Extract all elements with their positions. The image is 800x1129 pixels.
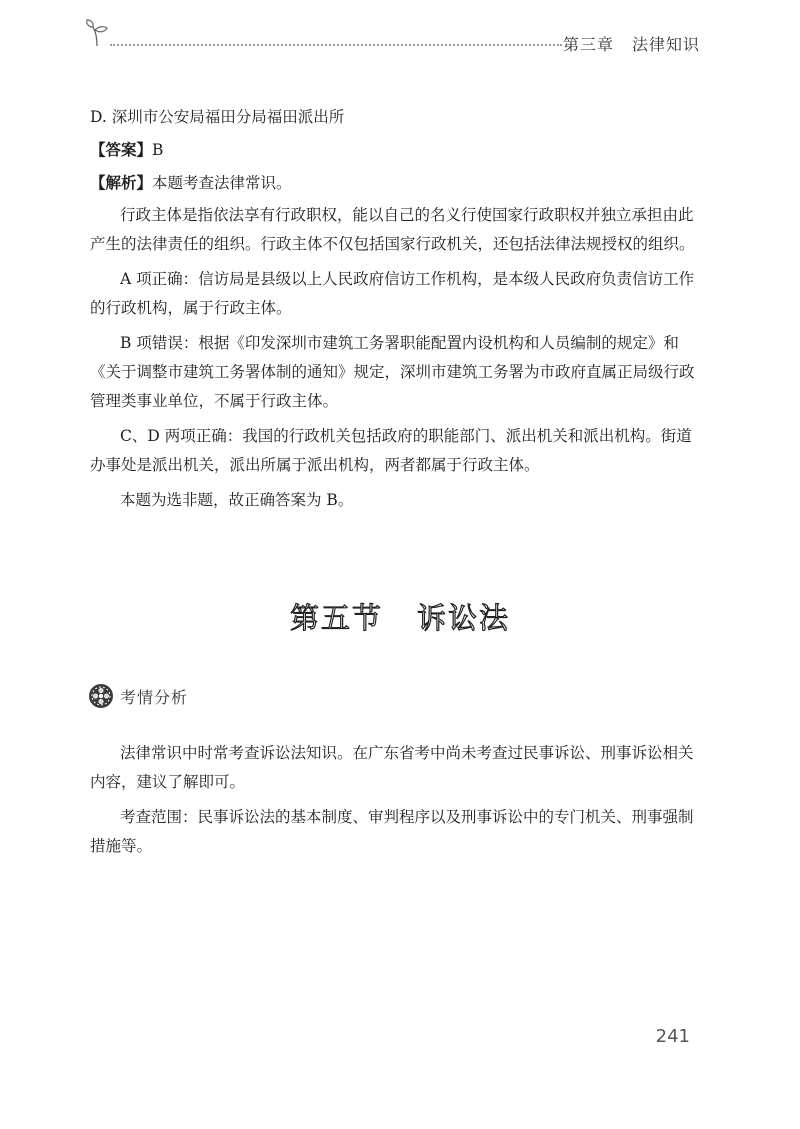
paragraph: 法律常识中时常考查诉讼法知识。在广东省考中尚未考查过民事诉讼、刑事诉讼相关内容，建议了解即可。	[90, 744, 694, 791]
header-rule	[110, 44, 562, 46]
header-chapter: 第三章	[562, 35, 614, 54]
analysis-intro: 本题考查法律常识。	[152, 174, 292, 192]
sprout-icon	[84, 18, 110, 48]
section-title	[0, 596, 800, 637]
page-number: 241	[655, 1026, 690, 1047]
analysis-block	[90, 739, 700, 861]
analysis-subheading	[88, 682, 188, 710]
running-header	[84, 18, 700, 62]
analysis-heading: 考情分析	[120, 687, 189, 707]
answer-line	[90, 135, 700, 165]
section-number: 第五节	[289, 601, 383, 635]
answer-value: B	[152, 141, 164, 159]
paragraph: A 项正确：信访局是县级以上人民政府信访工作机构，是本级人民政府负责信访工作的行政机构，属于行政主体。	[90, 270, 695, 317]
flower-icon	[88, 683, 114, 709]
paragraph: 考查范围：民事诉讼法的基本制度、审判程序以及刑事诉讼中的专门机关、刑事强制措施等。	[90, 808, 694, 855]
paragraph: 行政主体是指依法享有行政职权，能以自己的名义行使国家行政职权并独立承担由此产生的法律责任的组织。行政主体不仅包括国家行政机关，还包括法律法规授权的组织。	[90, 206, 695, 253]
answer-label: 【答案】	[90, 140, 153, 159]
analysis-line	[90, 168, 700, 198]
header-title: 法律知识	[631, 35, 700, 54]
paragraph: 本题为选非题，故正确答案为 B。	[120, 491, 354, 509]
paragraph: C、D 两项正确：我国的行政机关包括政府的职能部门、派出机关和派出机构。街道办事处是派出机关，派出所属于派出机构，两者都属于行政主体。	[90, 427, 692, 474]
paragraph: B 项错误：根据《印发深圳市建筑工务署职能配置内设机构和人员编制的规定》和《关于调整市建筑工务署体制的通知》规定，深圳市建筑工务署为市政府直属正局级行政管理类事业单位，不属于行政主体。	[90, 334, 695, 410]
header-chapter-title	[563, 32, 700, 55]
analysis-label: 【解析】	[90, 173, 153, 192]
section-name: 诉讼法	[417, 601, 511, 635]
answer-block	[90, 103, 700, 515]
option-d: D. 深圳市公安局福田分局福田派出所	[90, 108, 345, 126]
